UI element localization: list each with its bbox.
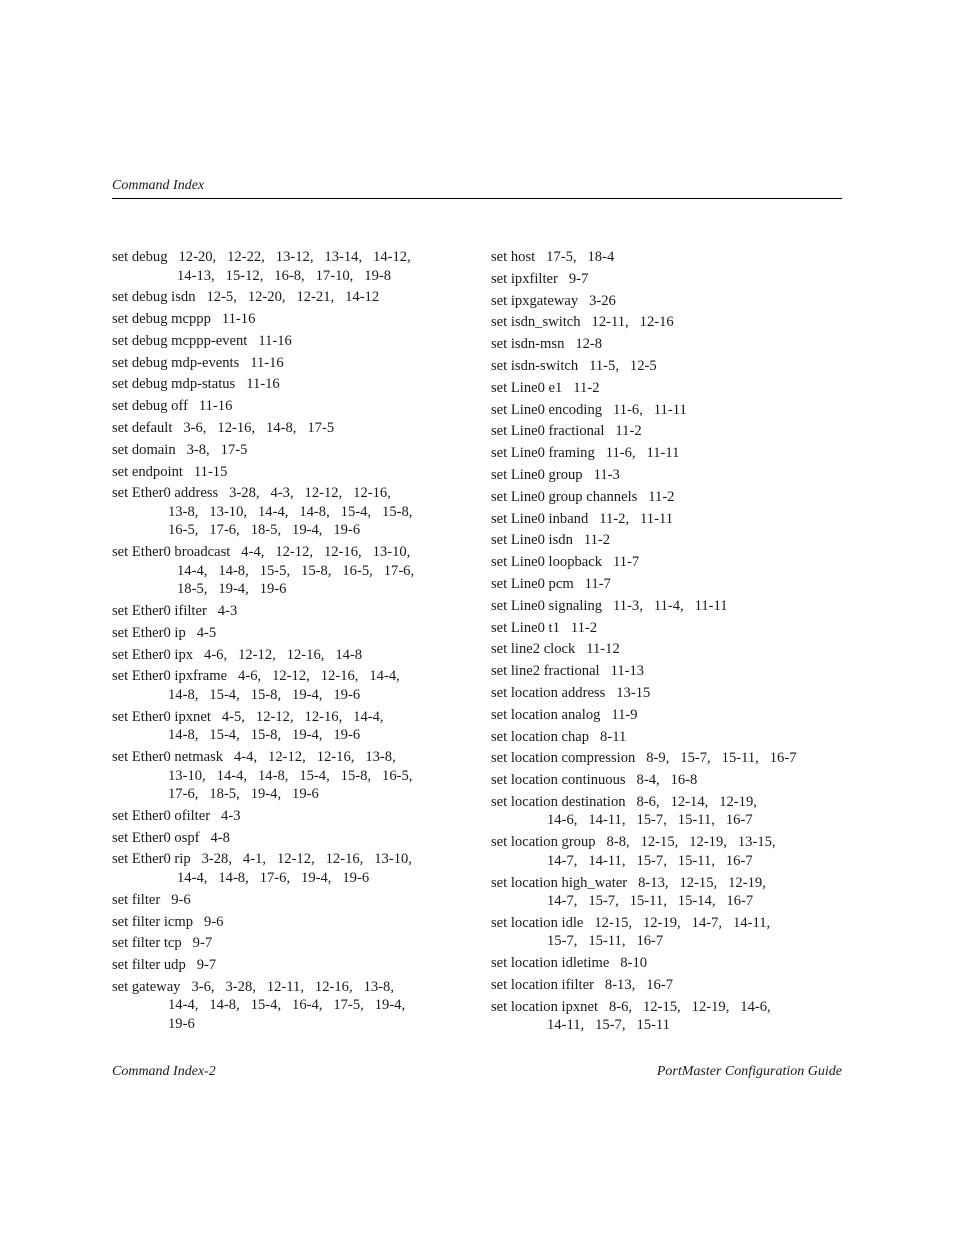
index-term: set Ether0 ifilter: [112, 603, 207, 620]
index-term: set host: [491, 249, 536, 265]
index-entry: [112, 624, 472, 643]
index-term: set Ether0 ip: [112, 624, 186, 641]
index-page-refs: 11-2: [583, 532, 611, 549]
index-entry: [491, 619, 846, 638]
index-page-refs: 11-3: [593, 466, 620, 483]
index-page-refs: 11-2, 11-11: [599, 510, 674, 527]
index-entry: [491, 833, 846, 870]
index-page-refs: 9-7: [568, 270, 589, 287]
index-entry: [112, 667, 472, 704]
index-page-refs: 3-6, 12-16, 14-8, 17-5: [183, 420, 335, 437]
index-page-refs: 13-10, 14-4, 14-8, 15-4, 15-8, 16-5,: [168, 767, 413, 784]
index-term: set filter udp: [112, 957, 186, 974]
index-term: set Line0 group: [491, 466, 583, 483]
index-page-refs: 3-26: [589, 292, 616, 309]
index-term: set Ether0 broadcast: [112, 544, 231, 561]
index-page-refs: 11-16: [246, 376, 280, 393]
index-page-refs: 3-28, 4-1, 12-12, 12-16, 13-10,: [201, 851, 412, 868]
index-entry: [112, 646, 472, 665]
index-term: set endpoint: [112, 463, 183, 480]
index-page-refs: 9-7: [192, 935, 213, 952]
index-page-refs: 3-8, 17-5: [186, 441, 248, 458]
index-page-refs: 14-4, 14-8, 15-4, 16-4, 17-5, 19-4,: [168, 997, 406, 1014]
index-entry: [491, 662, 846, 681]
index-page-refs: 11-15: [193, 463, 228, 480]
index-page-refs: 18-5, 19-4, 19-6: [177, 581, 287, 598]
index-entry: [112, 484, 472, 540]
index-entry: [112, 934, 472, 953]
index-entry: [112, 829, 472, 848]
index-column-right: [491, 248, 846, 1038]
index-entry: [491, 597, 846, 616]
index-page-refs: 12-5, 12-20, 12-21, 14-12: [206, 289, 380, 306]
index-entry: [112, 248, 472, 285]
index-entry: [112, 354, 472, 373]
index-page-refs: 3-28, 4-3, 12-12, 12-16,: [229, 485, 391, 502]
index-page-refs: 17-6, 18-5, 19-4, 19-6: [168, 786, 319, 803]
index-entry: [112, 288, 472, 307]
index-entry: [112, 708, 472, 745]
index-entry: [491, 292, 846, 311]
index-page-refs: 4-4, 12-12, 12-16, 13-10,: [241, 544, 411, 561]
index-term: set location ipxnet: [491, 998, 598, 1015]
index-page-refs: 11-2: [573, 379, 600, 396]
index-entry: [491, 728, 846, 747]
index-term: set Ether0 ipx: [112, 646, 194, 663]
index-page-refs: 9-6: [171, 891, 191, 908]
index-page-refs: 11-6, 11-11: [613, 401, 687, 418]
index-page-refs: 14-8, 15-4, 15-8, 19-4, 19-6: [168, 686, 361, 703]
index-term: set Line0 inband: [491, 510, 589, 527]
index-entry: [491, 575, 846, 594]
index-entry: [112, 332, 472, 351]
index-page-refs: 12-11, 12-16: [591, 314, 674, 331]
index-term: set location idle: [491, 914, 584, 931]
index-entry: [491, 531, 846, 550]
index-page-refs: 4-5: [196, 624, 217, 641]
index-page-refs: 11-7: [613, 554, 640, 571]
index-page-refs: 14-4, 14-8, 15-5, 15-8, 16-5, 17-6,: [177, 562, 415, 579]
index-term: set location compression: [491, 750, 636, 767]
index-page-refs: 14-7, 15-7, 15-11, 15-14, 16-7: [547, 893, 754, 910]
index-page-refs: 19-6: [168, 1015, 195, 1032]
index-term: set location ifilter: [491, 976, 594, 993]
index-term: set Line0 isdn: [491, 532, 573, 549]
index-page-refs: 14-8, 15-4, 15-8, 19-4, 19-6: [168, 727, 361, 744]
index-term: set Line0 fractional: [491, 423, 605, 440]
index-term: set default: [112, 420, 173, 437]
index-term: set debug mdp-status: [112, 376, 236, 393]
index-page-refs: 11-2: [648, 488, 675, 505]
index-entry: [112, 441, 472, 460]
index-term: set debug: [112, 249, 168, 265]
index-entry: [491, 466, 846, 485]
index-page-refs: 8-13, 12-15, 12-19,: [638, 874, 766, 891]
index-entry: [491, 874, 846, 911]
index-term: set filter tcp: [112, 935, 182, 952]
index-term: set Line0 pcm: [491, 575, 574, 592]
index-entry: [491, 640, 846, 659]
index-term: set Ether0 netmask: [112, 749, 224, 766]
index-entry: [491, 270, 846, 289]
index-term: set location group: [491, 834, 596, 851]
index-page-refs: 14-11, 15-7, 15-11: [547, 1017, 670, 1034]
index-term: set line2 fractional: [491, 663, 600, 680]
index-entry: [491, 793, 846, 830]
index-entry: [112, 956, 472, 975]
index-term: set Line0 group channels: [491, 488, 638, 505]
index-page-refs: 4-3: [217, 603, 238, 620]
index-term: set debug isdn: [112, 289, 196, 306]
index-page-refs: 11-16: [198, 398, 233, 415]
index-term: set Line0 signaling: [491, 597, 603, 614]
index-entry: [491, 998, 846, 1035]
index-term: set location chap: [491, 728, 590, 745]
index-term: set ipxfilter: [491, 270, 558, 287]
index-term: set Line0 t1: [491, 619, 560, 636]
index-page-refs: 11-13: [610, 663, 645, 680]
index-page-refs: 8-4, 16-8: [636, 772, 698, 789]
running-header-title: Command Index: [112, 178, 205, 193]
index-entry: [112, 913, 472, 932]
index-page-refs: 12-15, 12-19, 14-7, 14-11,: [594, 914, 771, 931]
index-entry: [112, 602, 472, 621]
index-entry: [112, 310, 472, 329]
index-term: set isdn-msn: [491, 336, 565, 353]
index-entry: [491, 684, 846, 703]
index-entry: [491, 749, 846, 768]
index-entry: [112, 748, 472, 804]
index-term: set Ether0 address: [112, 485, 219, 502]
index-page-refs: 13-15: [616, 684, 651, 701]
index-page-refs: 9-6: [204, 913, 224, 930]
index-page-refs: 14-4, 14-8, 17-6, 19-4, 19-6: [177, 869, 370, 886]
index-entry: [491, 379, 846, 398]
index-page-refs: 4-6, 12-12, 12-16, 14-4,: [238, 668, 400, 685]
index-page-refs: 11-9: [611, 706, 638, 723]
index-entry: [491, 422, 846, 441]
index-term: set Ether0 rip: [112, 851, 191, 868]
index-entry: [491, 313, 846, 332]
index-entry: [112, 850, 472, 887]
index-term: set Ether0 ospf: [112, 829, 200, 846]
index-entry: [491, 510, 846, 529]
header-rule: [112, 198, 842, 199]
index-page-refs: 9-7: [196, 957, 217, 974]
index-page-refs: 11-3, 11-4, 11-11: [613, 597, 728, 614]
index-term: set Line0 framing: [491, 445, 595, 462]
index-entry: [112, 978, 472, 1034]
index-entry: [491, 553, 846, 572]
index-entry: [112, 543, 472, 599]
index-term: set isdn_switch: [491, 314, 581, 331]
index-page-refs: 4-5, 12-12, 12-16, 14-4,: [221, 708, 384, 725]
index-term: set isdn-switch: [491, 357, 579, 374]
index-entry: [491, 914, 846, 951]
footer-page-label: Command Index-2: [112, 1064, 216, 1079]
index-page-refs: 8-11: [600, 728, 627, 745]
index-entry: [491, 335, 846, 354]
index-term: set location destination: [491, 793, 626, 810]
index-entry: [491, 976, 846, 995]
index-term: set domain: [112, 441, 176, 458]
index-term: set debug mdp-events: [112, 354, 240, 371]
index-page-refs: 11-16: [221, 311, 256, 328]
index-term: set Ether0 ofilter: [112, 807, 211, 824]
index-page-refs: 8-6, 12-15, 12-19, 14-6,: [608, 998, 771, 1015]
index-page-refs: 15-7, 15-11, 16-7: [547, 933, 664, 950]
index-entry: [112, 891, 472, 910]
index-term: set debug mcppp-event: [112, 332, 248, 349]
index-page-refs: 16-5, 17-6, 18-5, 19-4, 19-6: [168, 522, 361, 539]
index-entry: [112, 807, 472, 826]
index-term: set location continuous: [491, 772, 626, 789]
index-term: set location high_water: [491, 874, 628, 891]
index-page-refs: 4-3: [221, 807, 241, 824]
index-page-refs: 11-12: [586, 641, 620, 658]
index-page-refs: 8-13, 16-7: [604, 976, 673, 993]
index-entry: [112, 375, 472, 394]
index-page-refs: 14-7, 14-11, 15-7, 15-11, 16-7: [547, 852, 753, 869]
index-entry: [491, 401, 846, 420]
footer-book-title: PortMaster Configuration Guide: [656, 1064, 842, 1079]
index-term: set Ether0 ipxnet: [112, 708, 211, 725]
index-term: set Line0 encoding: [491, 401, 603, 418]
index-entry: [491, 357, 846, 376]
index-entry: [112, 397, 472, 416]
index-page-refs: 4-6, 12-12, 12-16, 14-8: [204, 646, 363, 663]
index-term: set ipxgateway: [491, 292, 579, 309]
index-column-left: [112, 248, 472, 1037]
index-page-refs: 13-8, 13-10, 14-4, 14-8, 15-4, 15-8,: [168, 503, 413, 520]
index-term: set Ether0 ipxframe: [112, 668, 228, 685]
index-page-refs: 8-6, 12-14, 12-19,: [636, 793, 757, 810]
index-page-refs: 12-20, 12-22, 13-12, 13-14, 14-12,: [178, 249, 411, 265]
index-entry: [112, 463, 472, 482]
index-term: set debug off: [112, 398, 188, 415]
index-page-refs: 11-7: [584, 575, 611, 592]
index-entry: [491, 248, 846, 267]
index-term: set location analog: [491, 706, 601, 723]
index-page-refs: 4-4, 12-12, 12-16, 13-8,: [234, 749, 396, 766]
index-page-refs: 11-16: [258, 332, 292, 349]
index-page-refs: 3-6, 3-28, 12-11, 12-16, 13-8,: [191, 978, 394, 995]
index-term: set debug mcppp: [112, 311, 211, 328]
index-page-refs: 11-2: [570, 619, 598, 636]
index-page-refs: 11-5, 12-5: [589, 357, 657, 374]
index-page-refs: 11-2: [615, 423, 642, 440]
index-page-refs: 14-13, 15-12, 16-8, 17-10, 19-8: [177, 267, 392, 284]
index-page-refs: 8-8, 12-15, 12-19, 13-15,: [606, 834, 776, 851]
index-term: set filter icmp: [112, 913, 194, 930]
index-entry: [491, 488, 846, 507]
index-term: set Line0 e1: [491, 379, 563, 396]
index-page-refs: 8-10: [620, 955, 648, 972]
index-page-refs: 12-8: [575, 336, 603, 353]
index-page-refs: 8-9, 15-7, 15-11, 16-7: [646, 750, 797, 767]
index-term: set line2 clock: [491, 641, 576, 658]
index-term: set gateway: [112, 978, 181, 995]
index-page-refs: 11-6, 11-11: [605, 445, 680, 462]
index-entry: [112, 419, 472, 438]
index-entry: [491, 954, 846, 973]
index-entry: [491, 706, 846, 725]
index-term: set location idletime: [491, 955, 610, 972]
index-term: set filter: [112, 891, 161, 908]
index-term: set Line0 loopback: [491, 554, 603, 571]
index-entry: [491, 771, 846, 790]
index-page-refs: 11-16: [250, 354, 284, 371]
index-term: set location address: [491, 684, 606, 701]
index-page-refs: 17-5, 18-4: [546, 249, 615, 265]
index-page-refs: 4-8: [210, 829, 230, 846]
index-page-refs: 14-6, 14-11, 15-7, 15-11, 16-7: [547, 812, 753, 829]
index-entry: [491, 444, 846, 463]
